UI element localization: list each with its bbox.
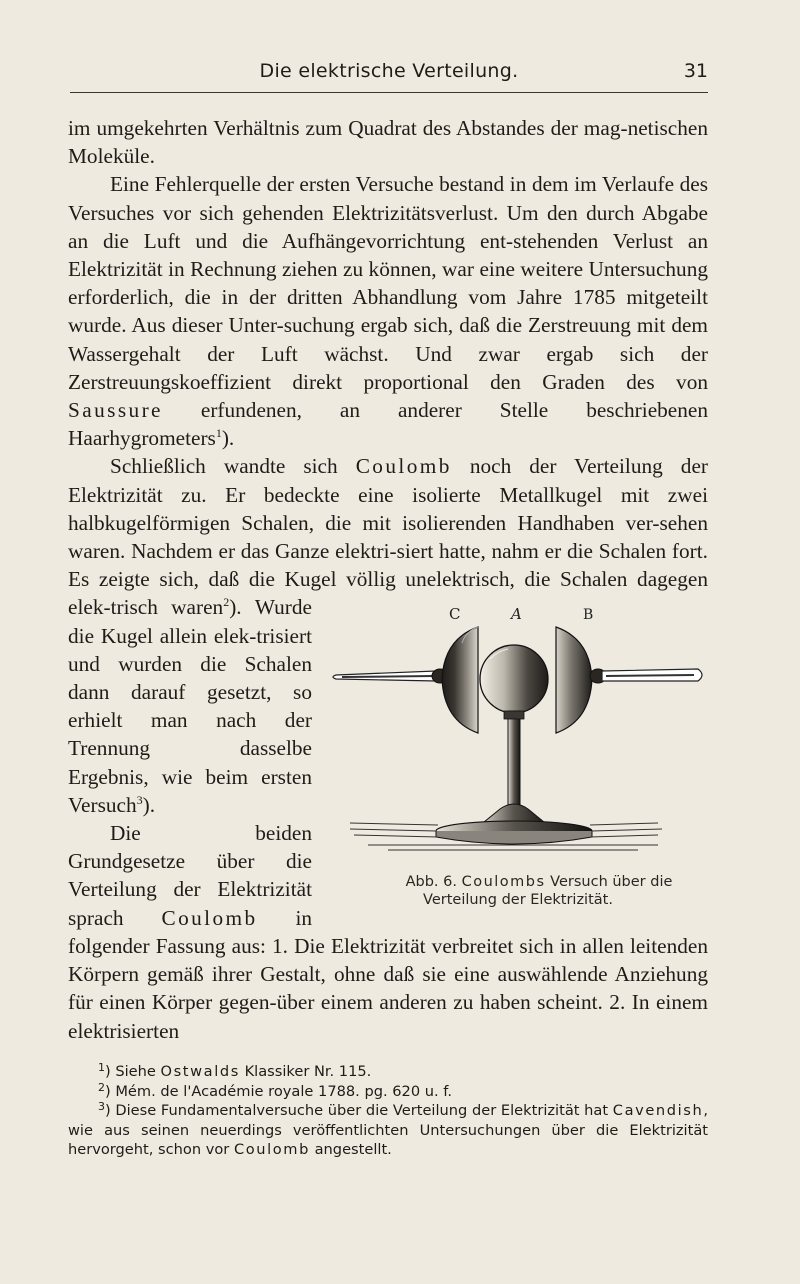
name-coulomb-2: Coulomb — [161, 905, 258, 930]
footnote-1: $^1$) Siehe Ostwalds Klassiker Nr. 115. — [98, 1061, 372, 1080]
paragraph-3-text-b: Wurde die Kugel allein elek-trisiert und wurden die Schalen dann darauf gesetzt, so erhielt man nach der Trennung dasselbe Ergebnis, wie beim ersten Versuch — [68, 595, 312, 817]
central-sphere — [480, 645, 548, 713]
label-a: A — [511, 605, 522, 624]
footnote-2: $^2$) Mém. de l'Académie royale 1788. pg. 620 u. f. — [98, 1080, 452, 1100]
footnote-3-name-coulomb: Coulomb — [233, 1141, 310, 1158]
footnote-2-text: Mém. de l'Académie royale 1788. pg. 620 u. f. — [115, 1082, 452, 1100]
paragraph-3: Schließlich wandte sich Coulomb noch der Verteilung der Elektrizität zu. Er bedeckte eine isolierte Metallkugel mit zwei halbkugelförmigen Schalen, die mit isolierenden Handhaben ver-sehen waren. Nachdem er das Ganze elektri-siert hatte, nahm er die Schalen fort. Es zeigte sich, daß die Kugel völlig unelektrisch, die Schalen dagegen elek-trisch waren$^2$). C A B Abb. 6. Coulombs Versuch über die Verteilung der Elektrizität. Wurde die Kugel allein elek-trisiert und wurden die Schalen dann darauf gesetzt, so erhielt man nach der Trennung dasselbe Ergebnis, wie beim ersten Versuch$^3$). — [68, 452, 708, 819]
paragraph-2-text: Eine Fehlerquelle der ersten Versuche bestand in dem im Verlaufe des Versuches vor sich gehenden Elektrizitätsverlust. Um den durch Abgabe an die Luft und die Aufhängevorrichtung ent-stehenden Verlust an Elektrizität in Rechnung ziehen zu können, war eine weitere Untersuchung erforderlich, die in der dritten Abhandlung vom Jahre 1785 mitgeteilt wurde. Aus dieser Unter-suchung ergab sich, daß die Zerstreuung mit dem Wassergehalt der Luft wächst. Und zwar ergab sich der Zerstreuungskoeffizient direkt proportional den Graden des von — [68, 172, 708, 394]
right-shell — [556, 627, 592, 733]
paragraph-1: im umgekehrten Verhältnis zum Quadrat des Abstandes der mag-netischen Moleküle. — [68, 116, 708, 169]
paragraph-2-end: erfundenen, an anderer Stelle beschriebenen Haarhygrometers — [68, 398, 708, 451]
footnote-3: $^3$) Diese Fundamentalversuche über die Verteilung der Elektrizität hat Cavendish, wie aus seinen neuerdings veröffentlichten Untersuchungen über die Elektrizität hervorgeht, schon vor Coulomb angestellt. — [68, 1100, 708, 1158]
right-handle — [590, 669, 702, 683]
figure-coulomb-apparatus — [328, 599, 708, 929]
footnote-1-number: 1 — [98, 1061, 105, 1074]
name-coulomb: Coulomb — [355, 454, 452, 479]
left-shell — [442, 627, 478, 733]
caption-text: Versuch über die Verteilung der Elektrizität. — [423, 874, 673, 909]
paragraph-2: Eine Fehlerquelle der ersten Versuche bestand in dem im Verlaufe des Versuches vor sich gehenden Elektrizitätsverlust. Um den durch Abgabe an die Luft und die Aufhängevorrichtung ent-stehenden Verlust an Elektrizität in Rechnung ziehen zu können, war eine weitere Untersuchung erforderlich, die in der dritten Abhandlung vom Jahre 1785 mitgeteilt wurde. Aus dieser Unter-suchung ergab sich, daß die Zerstreuung mit dem Wassergehalt der Luft wächst. Und zwar ergab sich der Zerstreuungskoeffizient direkt proportional den Graden des von Saussure erfundenen, an anderer Stelle beschriebenen Haarhygrometers$^1$). — [68, 172, 708, 451]
paragraph-4-text: in folgender Fassung aus: 1. Die Elektrizität verbreitet sich in allen leitenden Körpern gemäß ihrer Gestalt, ohne daß sie eine auswählende Anziehung für einen Körper gegen-über einem anderen zu haben scheint. 2. In einem elektrisierten — [68, 905, 708, 1043]
footnote-3-name-cavendish: Cavendish — [612, 1102, 704, 1119]
label-c: C — [449, 605, 461, 624]
running-title: Die elektrische Verteilung. — [259, 60, 519, 82]
figure-caption — [328, 873, 708, 909]
running-head — [70, 58, 708, 93]
caption-name: Coulombs — [461, 874, 546, 891]
footnote-1-pre: Siehe — [115, 1063, 156, 1080]
paragraph-3-start: Schließlich wandte sich — [110, 454, 338, 479]
label-b: B — [583, 607, 594, 624]
paragraph-3-text-a: noch der Verteilung der Elektrizität zu. Er bedeckte eine isolierte Metallkugel mit zwei halbkugelförmigen Schalen, die mit isolierenden Handhaben ver-sehen waren. Nachdem er das Ganze elektri-siert hatte, nahm er die Schalen fort. Es zeigte sich, daß die Kugel völlig unelektrisch, die Schalen dagegen elek-trisch waren — [68, 454, 709, 620]
footnote-3-number: 3 — [98, 1100, 105, 1113]
insulating-stem — [504, 711, 524, 811]
caption-prefix: Abb. 6. — [405, 874, 457, 891]
footnotes — [68, 1062, 708, 1160]
apparatus-base — [350, 804, 662, 850]
paragraph-4-start: Die beiden Grundgesetze über die Verteilung der Elektrizität sprach — [68, 821, 312, 930]
footnote-ref-1[interactable]: 1 — [215, 426, 222, 441]
page-number: 31 — [683, 60, 708, 82]
left-handle — [333, 669, 448, 683]
footnote-ref-2[interactable]: 2 — [223, 595, 230, 610]
footnote-1-name: Ostwalds — [160, 1063, 240, 1080]
name-saussure: Saussure — [68, 398, 163, 423]
footnote-2-number: 2 — [98, 1080, 105, 1094]
footnote-3-text-c: angestellt. — [314, 1141, 392, 1158]
footnote-ref-3[interactable]: 3 — [136, 792, 143, 807]
footnote-3-text-a: Diese Fundamentalversuche über die Verteilung der Elektrizität hat — [115, 1102, 609, 1119]
body-text — [68, 114, 708, 1045]
footnote-3-text-b: , wie aus seinen neuerdings veröffentlichten Untersuchungen über die Elektrizität hervorgeht, schon vor — [68, 1102, 708, 1158]
apparatus-illustration — [328, 599, 708, 869]
footnote-1-text: Klassiker Nr. 115. — [244, 1063, 372, 1080]
